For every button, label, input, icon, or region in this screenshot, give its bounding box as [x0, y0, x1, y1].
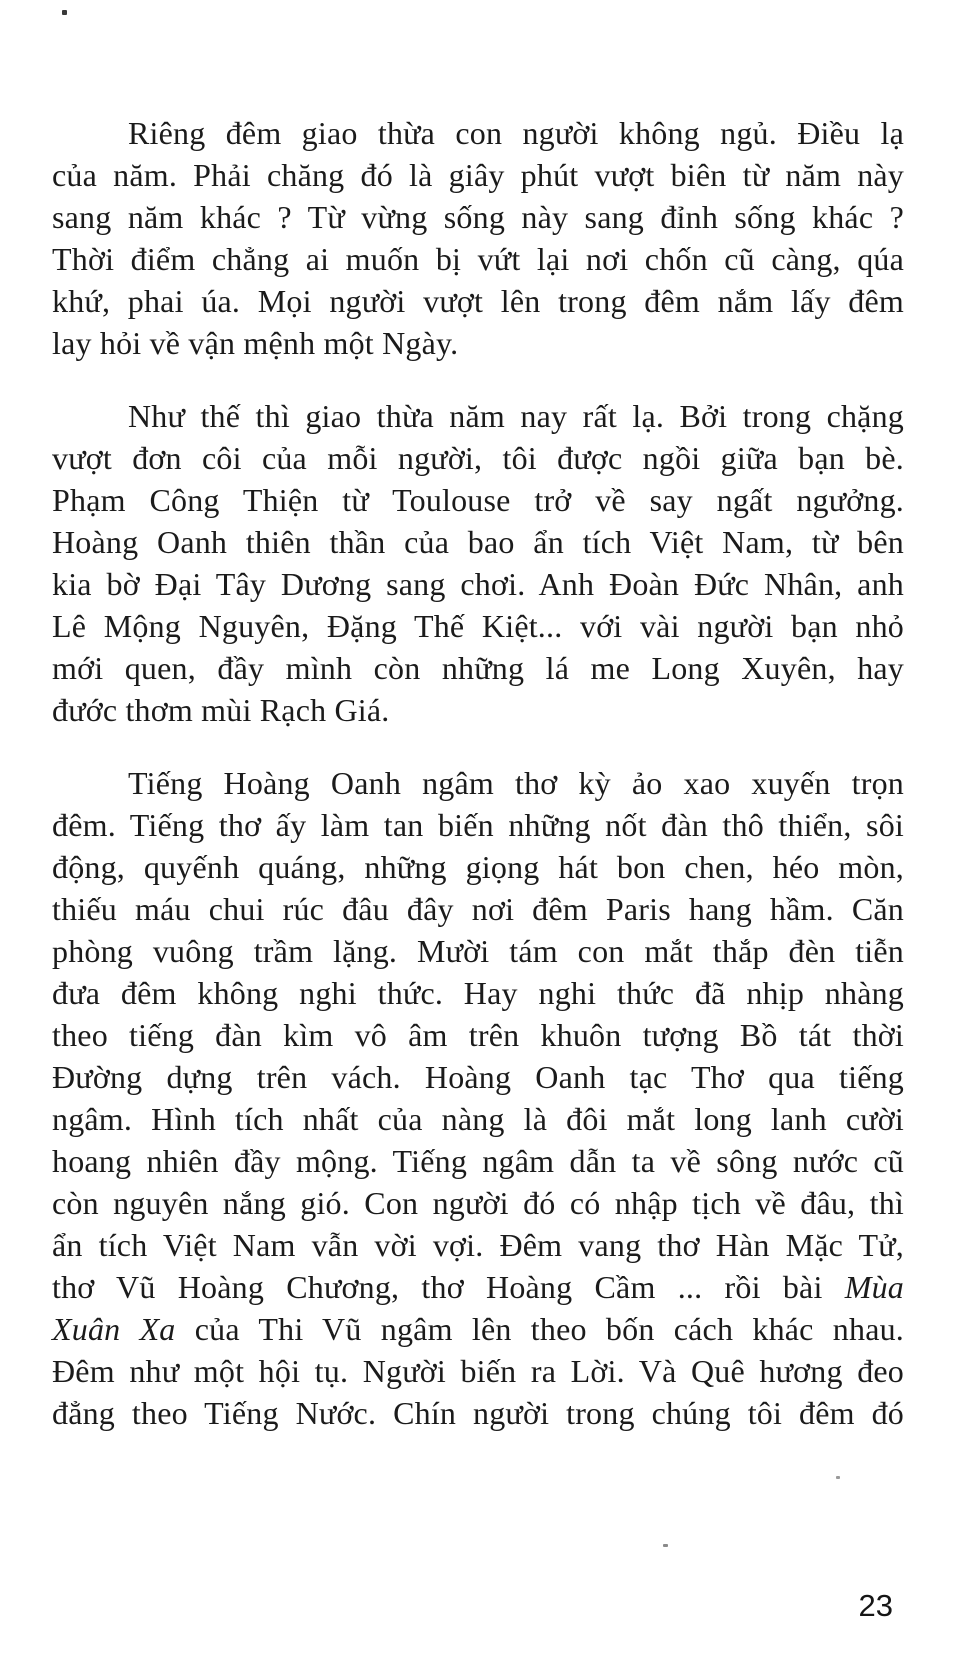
text-segment: Phạm Công Thiện từ Toulouse trở về say ngất ngưởng. [52, 482, 904, 518]
text-segment: của Thi Vũ ngâm lên theo bốn cách khác nhau. [175, 1311, 904, 1347]
text-line [52, 762, 904, 804]
text-segment: đêm. Tiếng thơ ấy làm tan biến những nốt đàn thô thiển, sôi [52, 807, 904, 843]
text-segment: vượt đơn côi của mỗi người, tôi được ngồi giữa bạn bè. [52, 440, 904, 476]
text-line [52, 689, 904, 731]
text-line [52, 196, 904, 238]
text-line [52, 647, 904, 689]
text-line [52, 930, 904, 972]
scan-speck-middle [836, 1476, 840, 1479]
paragraph [52, 762, 904, 1434]
text-line [52, 1098, 904, 1140]
text-line [52, 395, 904, 437]
text-line [52, 154, 904, 196]
text-line [52, 972, 904, 1014]
page-text [52, 112, 904, 1434]
text-segment: Riêng đêm giao thừa con người không ngủ. Điều lạ [128, 115, 904, 151]
text-segment: đưa đêm không nghi thức. Hay nghi thức đã nhịp nhàng [52, 975, 904, 1011]
text-segment: mới quen, đầy mình còn những lá me Long Xuyên, hay [52, 650, 904, 686]
text-line [52, 1056, 904, 1098]
scan-speck-bottom [663, 1544, 668, 1547]
text-segment: động, quyếnh quáng, những giọng hát bon chen, héo mòn, [52, 849, 904, 885]
text-segment: lay hỏi về vận mệnh một Ngày. [52, 325, 459, 361]
text-segment: khứ, phai úa. Mọi người vượt lên trong đêm nắm lấy đêm [52, 283, 904, 319]
text-line [52, 563, 904, 605]
text-line [52, 112, 904, 154]
text-segment: phòng vuông trầm lặng. Mười tám con mắt thắp đèn tiễn [52, 933, 904, 969]
text-segment: Tiếng Hoàng Oanh ngâm thơ kỳ ảo xao xuyến trọn [128, 765, 904, 801]
paragraph [52, 395, 904, 731]
text-line [52, 1266, 904, 1308]
text-line [52, 605, 904, 647]
text-segment: Thời điểm chẳng ai muốn bị vứt lại nơi chốn cũ càng, qúa [52, 241, 904, 277]
text-segment: ngâm. Hình tích nhất của nàng là đôi mắt long lanh cười [52, 1101, 904, 1137]
page-number: 23 [858, 1588, 893, 1623]
text-line [52, 238, 904, 280]
text-line [52, 1350, 904, 1392]
text-segment: thơ Vũ Hoàng Chương, thơ Hoàng Cầm ... rồi bài [52, 1269, 845, 1305]
text-segment: đẳng theo Tiếng Nước. Chín người trong chúng tôi đêm đó [52, 1395, 904, 1431]
text-segment: Lê Mộng Nguyên, Đặng Thế Kiệt... với vài người bạn nhỏ [52, 608, 904, 644]
text-line [52, 888, 904, 930]
italic-text-segment: Xuân Xa [52, 1311, 176, 1347]
text-segment: ẩn tích Việt Nam vẫn vời vợi. Đêm vang thơ Hàn Mặc Tử, [52, 1227, 904, 1263]
text-segment: hoang nhiên đầy mộng. Tiếng ngâm dẫn ta về sông nước cũ [52, 1143, 904, 1179]
text-segment: đước thơm mùi Rạch Giá. [52, 692, 390, 728]
text-segment: sang năm khác ? Từ vừng sống này sang đỉnh sống khác ? [52, 199, 904, 235]
text-segment: Đêm như một hội tụ. Người biến ra Lời. Và Quê hương đeo [52, 1353, 904, 1389]
text-line [52, 1182, 904, 1224]
text-line [52, 1014, 904, 1056]
text-segment: của năm. Phải chăng đó là giây phút vượt biên từ năm này [52, 157, 904, 193]
text-line [52, 280, 904, 322]
text-line [52, 479, 904, 521]
text-segment: Đường dựng trên vách. Hoàng Oanh tạc Thơ qua tiếng [52, 1059, 904, 1095]
paragraph [52, 112, 904, 364]
text-segment: Hoàng Oanh thiên thần của bao ẩn tích Việt Nam, từ bên [52, 524, 904, 560]
text-line [52, 1308, 904, 1350]
text-segment: theo tiếng đàn kìm vô âm trên khuôn tượng Bồ tát thời [52, 1017, 904, 1053]
text-segment: kia bờ Đại Tây Dương sang chơi. Anh Đoàn Đức Nhân, anh [52, 566, 904, 602]
text-segment: Như thế thì giao thừa năm nay rất lạ. Bởi trong chặng [128, 398, 904, 434]
text-line [52, 804, 904, 846]
text-line [52, 1392, 904, 1434]
italic-text-segment: Mùa [844, 1269, 904, 1305]
text-line [52, 846, 904, 888]
text-segment: còn nguyên nắng gió. Con người đó có nhập tịch về đâu, thì [52, 1185, 904, 1221]
text-line [52, 322, 904, 364]
text-segment: thiếu máu chui rúc đâu đây nơi đêm Paris hang hầm. Căn [52, 891, 904, 927]
text-line [52, 437, 904, 479]
text-line [52, 1140, 904, 1182]
scan-speck-top [62, 10, 67, 15]
text-line [52, 1224, 904, 1266]
text-line [52, 521, 904, 563]
